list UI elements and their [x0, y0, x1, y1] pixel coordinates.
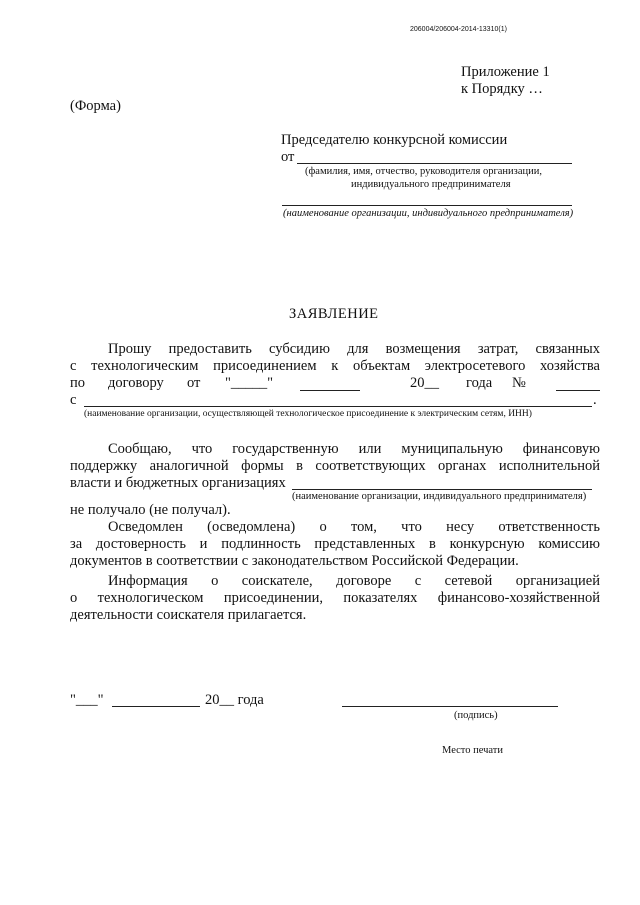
- footer-date-year: 20__ года: [205, 692, 264, 708]
- p2-line-1: Сообщаю, что государственную или муниципальную финансовую: [108, 441, 600, 457]
- p3-line-3: документов в соответствии с законодательством Российской Федерации.: [70, 553, 519, 569]
- p1-line-3-number-sign: №: [512, 375, 526, 391]
- addressee-from-label: от: [281, 149, 295, 165]
- addressee-hint-1b: индивидуального предпринимателя: [351, 179, 511, 190]
- p1-line-4-end: .: [593, 392, 597, 408]
- p1-line-2: с технологическим присоединением к объектам электросетевого хозяйства: [70, 358, 600, 374]
- footer-date-day: "___": [70, 692, 104, 708]
- p1-hint-3: (наименование организации, осуществляющей технологическое присоединение к электрическим сетям, ИНН): [84, 409, 532, 419]
- document-title: ЗАЯВЛЕНИЕ: [289, 306, 379, 322]
- p1-line-3-year: 20__: [410, 375, 439, 391]
- p1-line-3-goda: года: [466, 375, 493, 391]
- p1-number-line: [556, 390, 600, 391]
- footer-signature-line: [342, 706, 558, 707]
- footer-signature-hint: (подпись): [454, 710, 498, 721]
- p3-line-1: Осведомлен (осведомлена) о том, что несу ответственность: [108, 519, 600, 535]
- p4-line-2: о технологическом присоединении, показателях финансово-хозяйственной: [70, 590, 600, 606]
- p4-line-1: Информация о соискателе, договоре с сетевой организацией: [108, 573, 600, 589]
- p1-line-3-ot: от: [187, 375, 201, 391]
- appendix-line-1: Приложение 1: [461, 64, 550, 80]
- footer-stamp: Место печати: [442, 745, 504, 756]
- p4-line-3: деятельности соискателя прилагается.: [70, 607, 307, 623]
- p1-line-1: Прошу предоставить субсидию для возмещения затрат, связанных: [108, 341, 600, 357]
- p1-line-4-s: с: [70, 392, 77, 408]
- form-label: (Форма): [70, 98, 121, 114]
- p1-month-line: [300, 390, 360, 391]
- appendix-line-2: к Порядку …: [461, 81, 543, 97]
- addressee-from-line: [297, 163, 572, 164]
- p2-line-2: поддержку аналогичной формы в соответствующих органах исполнительной: [70, 458, 600, 474]
- addressee-org-line: [282, 205, 572, 206]
- p2-hint-4: (наименование организации, индивидуального предпринимателя): [292, 491, 587, 502]
- document-number: 206004/206004-2014-13310(1): [410, 26, 507, 33]
- p1-line-3-day: "_____": [225, 375, 274, 391]
- p1-line-3-dogovor: договору: [108, 375, 164, 391]
- addressee-to: Председателю конкурсной комиссии: [281, 132, 508, 148]
- p2-org-line: [292, 489, 592, 490]
- addressee-hint-2: (наименование организации, индивидуального предпринимателя): [283, 208, 574, 219]
- p1-line-3-po: по: [70, 375, 86, 391]
- p3-line-2: за достоверность и подлинность представленных в конкурсную комиссию: [70, 536, 600, 552]
- p1-org-line: [84, 406, 592, 407]
- p2-line-3: власти и бюджетных организациях: [70, 475, 286, 491]
- addressee-hint-1a: (фамилия, имя, отчество, руководителя организации,: [305, 166, 542, 177]
- p2-line-4: не получало (не получал).: [70, 502, 231, 518]
- footer-date-month-line: [112, 706, 200, 707]
